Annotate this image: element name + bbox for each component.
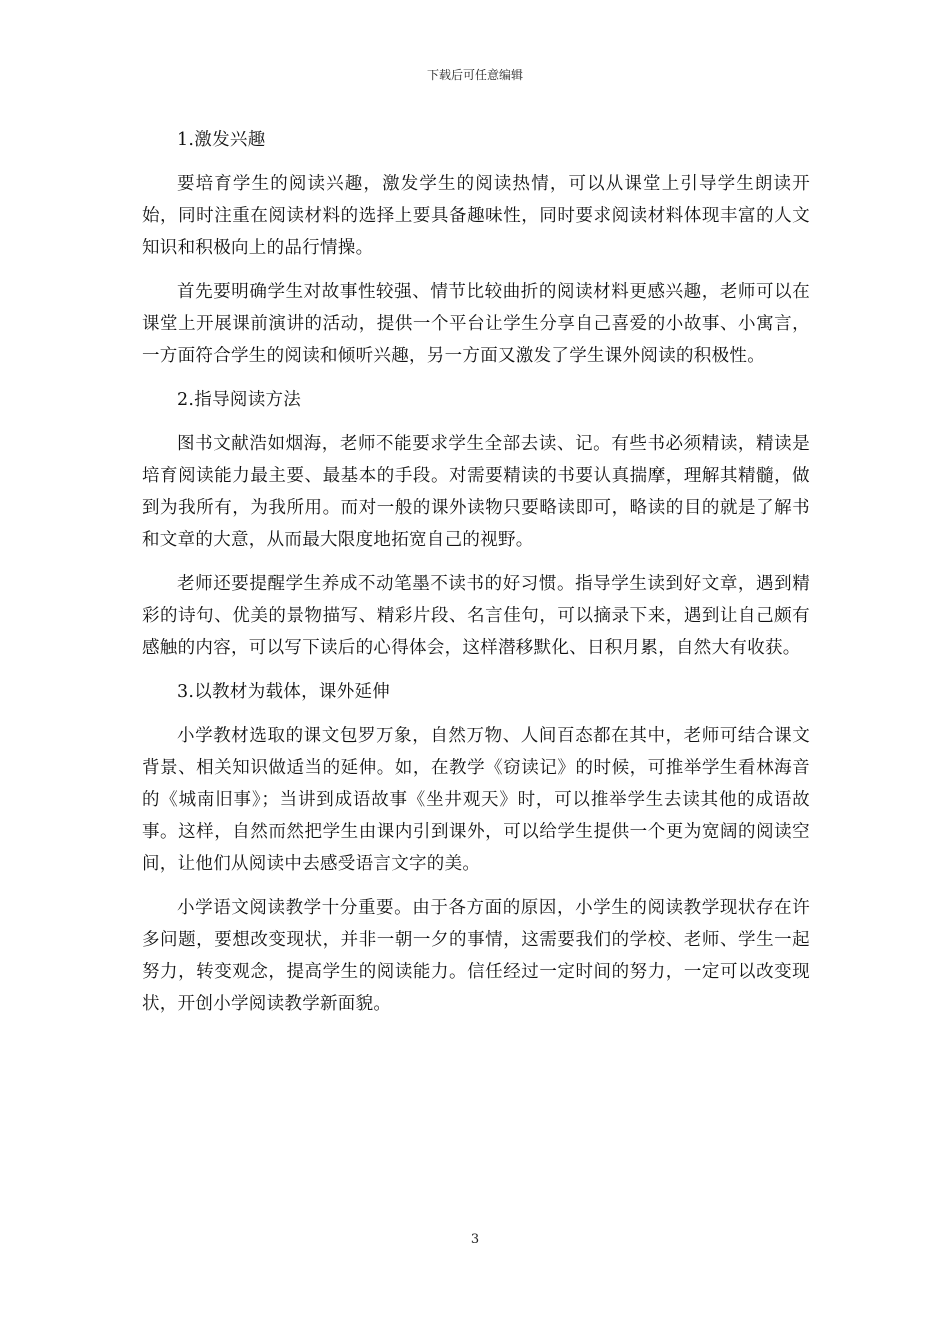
paragraph: 首先要明确学生对故事性较强、情节比较曲折的阅读材料更感兴趣，老师可以在课堂上开展课前演讲的活动，提供一个平台让学生分享自己喜爱的小故事、小寓言，一方面符合学生的阅读和倾听兴趣，另一方面又激发了学生课外阅读的积极性。: [142, 282, 810, 366]
section-heading-1: 1.激发兴趣: [177, 130, 266, 150]
page-number: 3: [470, 1232, 480, 1247]
paragraph: 老师还要提醒学生养成不动笔墨不读书的好习惯。指导学生读到好文章，遇到精彩的诗句、优美的景物描写、精彩片段、名言佳句，可以摘录下来，遇到让自己颇有感触的内容，可以写下读后的心得体会，这样潜移默化、日积月累，自然大有收获。: [142, 574, 810, 658]
paragraph: 小学教材选取的课文包罗万象，自然万物、人间百态都在其中，老师可结合课文背景、相关知识做适当的延伸。如，在教学《窃读记》的时候，可推举学生看林海音的《城南旧事》；当讲到成语故事《坐井观天》时，可以推举学生去读其他的成语故事。这样，自然而然把学生由课内引到课外，可以给学生提供一个更为宽阔的阅读空间，让他们从阅读中去感受语言文字的美。: [142, 726, 810, 874]
paragraph: 小学语文阅读教学十分重要。由于各方面的原因，小学生的阅读教学现状存在许多问题，要想改变现状，并非一朝一夕的事情，这需要我们的学校、老师、学生一起努力，转变观念，提高学生的阅读能力。信任经过一定时间的努力，一定可以改变现状，开创小学阅读教学新面貌。: [142, 898, 810, 1014]
page-header: 下载后可任意编辑: [426, 68, 523, 82]
section-heading-2: 2.指导阅读方法: [177, 390, 302, 410]
section-heading-3: 3.以教材为载体，课外延伸: [177, 682, 391, 702]
paragraph: 要培育学生的阅读兴趣，激发学生的阅读热情，可以从课堂上引导学生朗读开始，同时注重在阅读材料的选择上要具备趣味性，同时要求阅读材料体现丰富的人文知识和积极向上的品行情操。: [142, 174, 810, 258]
document-body: [142, 124, 810, 1020]
paragraph: 图书文献浩如烟海，老师不能要求学生全部去读、记。有些书必须精读，精读是培育阅读能力最主要、最基本的手段。对需要精读的书要认真揣摩，理解其精髓，做到为我所有，为我所用。而对一般的课外读物只要略读即可，略读的目的就是了解书和文章的大意，从而最大限度地拓宽自己的视野。: [142, 434, 810, 550]
